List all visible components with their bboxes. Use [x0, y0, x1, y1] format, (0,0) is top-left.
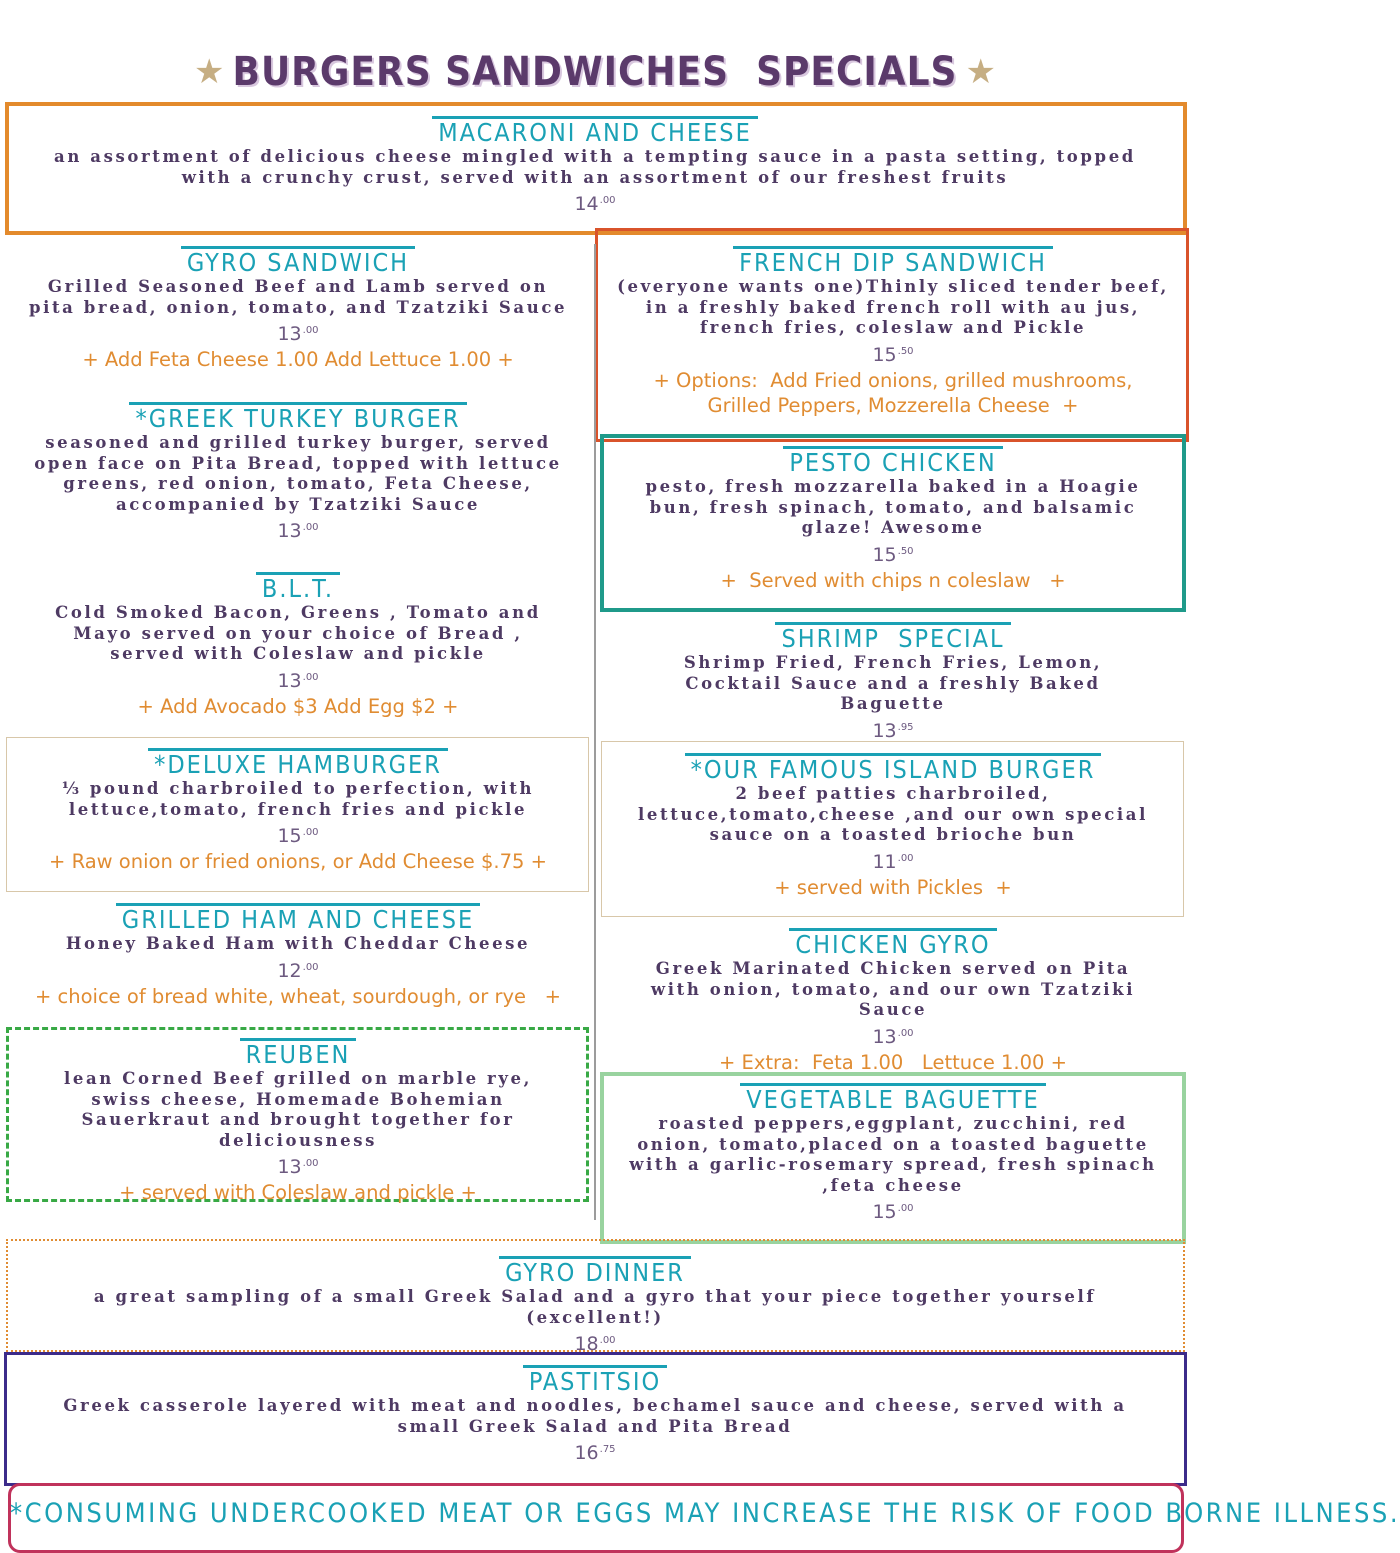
item-description: Greek casserole layered with meat and noodles, bechamel sauce and cheese, served with a small Greek Salad and Pita Bread	[63, 1396, 1127, 1436]
item-description: 2 beef patties charbroiled, lettuce,tomato,cheese ,and our own special sauce on a toasted brioche bun	[638, 784, 1148, 844]
item-extras: + Served with chips n coleslaw +	[720, 568, 1066, 592]
item-extras: + Options: Add Fried onions, grilled mushrooms, Grilled Peppers, Mozzerella Cheese +	[653, 368, 1133, 417]
menu-item-shrimp-special	[612, 622, 1174, 742]
menu-item-blt	[20, 572, 576, 719]
item-extras: + Extra: Feta 1.00 Lettuce 1.00 +	[719, 1050, 1067, 1074]
item-extras: + Raw onion or fried onions, or Add Cheese $.75 +	[49, 850, 547, 873]
item-extras: + served with Coleslaw and pickle +	[119, 1181, 477, 1204]
item-title: SHRIMP SPECIAL	[775, 622, 1010, 653]
item-price: $15^{.00}$	[277, 825, 319, 847]
item-title: CHICKEN GYRO	[789, 928, 996, 959]
menu-item-grilled-ham-cheese	[20, 903, 576, 1009]
item-title: B.L.T.	[256, 572, 340, 603]
item-title: PASTITSIO	[523, 1365, 667, 1396]
item-title: GYRO SANDWICH	[181, 246, 415, 277]
item-title: *OUR FAMOUS ISLAND BURGER	[685, 753, 1102, 784]
item-title: FRENCH DIP SANDWICH	[733, 246, 1053, 277]
menu-item-mac	[30, 116, 1160, 215]
item-price: $16^{.75}$	[574, 1442, 616, 1464]
item-title: PESTO CHICKEN	[783, 446, 1002, 477]
menu-item-french-dip	[612, 246, 1174, 418]
page-title: BURGERS SANDWICHES SPECIALS	[232, 49, 958, 95]
item-title: *DELUXE HAMBURGER	[148, 748, 448, 779]
item-description: roasted peppers,eggplant, zucchini, red onion, tomato,placed on a toasted baguette with a garlic-rosemary spread, fresh spinach ,feta cheese	[629, 1114, 1157, 1195]
menu-item-greek-turkey-burger	[20, 402, 576, 542]
item-extras: + choice of bread white, wheat, sourdough, or rye +	[35, 984, 561, 1008]
item-title: GRILLED HAM AND CHEESE	[116, 903, 480, 934]
menu-item-deluxe-hamburger	[20, 748, 576, 874]
menu-item-chicken-gyro	[612, 928, 1174, 1075]
item-description: Greek Marinated Chicken served on Pita with onion, tomato, and our own Tzatziki Sauce	[650, 959, 1136, 1019]
food-safety-warning: *CONSUMING UNDERCOOKED MEAT OR EGGS MAY INCREASE THE RISK OF FOOD BORNE ILLNESS.	[10, 1498, 1400, 1529]
item-price: $15^{.50}$	[872, 543, 914, 566]
item-title: REUBEN	[240, 1038, 357, 1069]
item-extras: + Add Avocado $3 Add Egg $2 +	[137, 694, 459, 718]
column-divider	[594, 244, 596, 1220]
item-price: $13^{.00}$	[872, 1025, 914, 1048]
star-icon: ★	[194, 52, 225, 92]
item-title: *GREEK TURKEY BURGER	[129, 402, 466, 433]
item-price: $15^{.50}$	[872, 343, 914, 366]
menu-item-gyro-sandwich	[20, 246, 576, 372]
item-title: VEGETABLE BAGUETTE	[740, 1083, 1045, 1114]
item-title: MACARONI AND CHEESE	[432, 116, 758, 147]
item-price: $13^{.00}$	[277, 323, 319, 345]
item-price: $12^{.00}$	[277, 959, 319, 982]
item-description: an assortment of delicious cheese mingled with a tempting sauce in a pasta setting, topped with a crunchy crust, served with an assortment of our freshest fruits	[54, 147, 1136, 187]
menu-item-pesto-chicken	[612, 446, 1174, 593]
item-price: $13^{.00}$	[277, 520, 319, 542]
menu-item-reuben	[20, 1038, 576, 1205]
item-description: Cold Smoked Bacon, Greens , Tomato and Mayo served on your choice of Bread , served with Coleslaw and pickle	[55, 603, 541, 663]
item-description: Honey Baked Ham with Cheddar Cheese	[65, 934, 531, 953]
item-description: lean Corned Beef grilled on marble rye, swiss cheese, Homemade Bohemian Sauerkraut and brought together for deliciousness	[64, 1069, 532, 1150]
item-description: ⅓ pound charbroiled to perfection, with lettuce,tomato, french fries and pickle	[61, 779, 535, 819]
menu-header	[0, 42, 1190, 102]
item-extras: + Add Feta Cheese 1.00 Add Lettuce 1.00 +	[82, 348, 514, 371]
item-price: $13^{.95}$	[872, 719, 914, 742]
item-description: seasoned and grilled turkey burger, served open face on Pita Bread, topped with lettuce greens, red onion, tomato, Feta Cheese, accompanied by Tzatziki Sauce	[34, 433, 562, 514]
menu-item-gyro-dinner	[30, 1256, 1160, 1355]
item-description: a great sampling of a small Greek Salad and a gyro that your piece together yourself (excellent!)	[93, 1287, 1097, 1327]
item-price: $11^{.00}$	[872, 850, 914, 873]
item-title: GYRO DINNER	[499, 1256, 691, 1287]
menu-item-vegetable-baguette	[612, 1083, 1174, 1223]
item-price: $13^{.00}$	[277, 669, 319, 692]
item-price: $14^{.00}$	[574, 193, 616, 215]
menu-item-island-burger	[612, 753, 1174, 900]
item-price: $18^{.00}$	[574, 1333, 616, 1355]
item-price: $13^{.00}$	[277, 1156, 319, 1178]
menu-item-pastitsio	[30, 1365, 1160, 1464]
item-description: (everyone wants one)Thinly sliced tender beef, in a freshly baked french roll with au jus, french fries, coleslaw and Pickle	[617, 277, 1169, 337]
item-price: $15^{.00}$	[872, 1201, 914, 1223]
item-extras: + served with Pickles +	[774, 875, 1012, 899]
item-description: pesto, fresh mozzarella baked in a Hoagie bun, fresh spinach, tomato, and balsamic glaze! Awesome	[645, 477, 1141, 537]
star-icon: ★	[965, 52, 996, 92]
item-description: Grilled Seasoned Beef and Lamb served on pita bread, onion, tomato, and Tzatziki Sauce	[28, 277, 568, 317]
item-description: Shrimp Fried, French Fries, Lemon, Cocktail Sauce and a freshly Baked Baguette	[683, 653, 1103, 713]
